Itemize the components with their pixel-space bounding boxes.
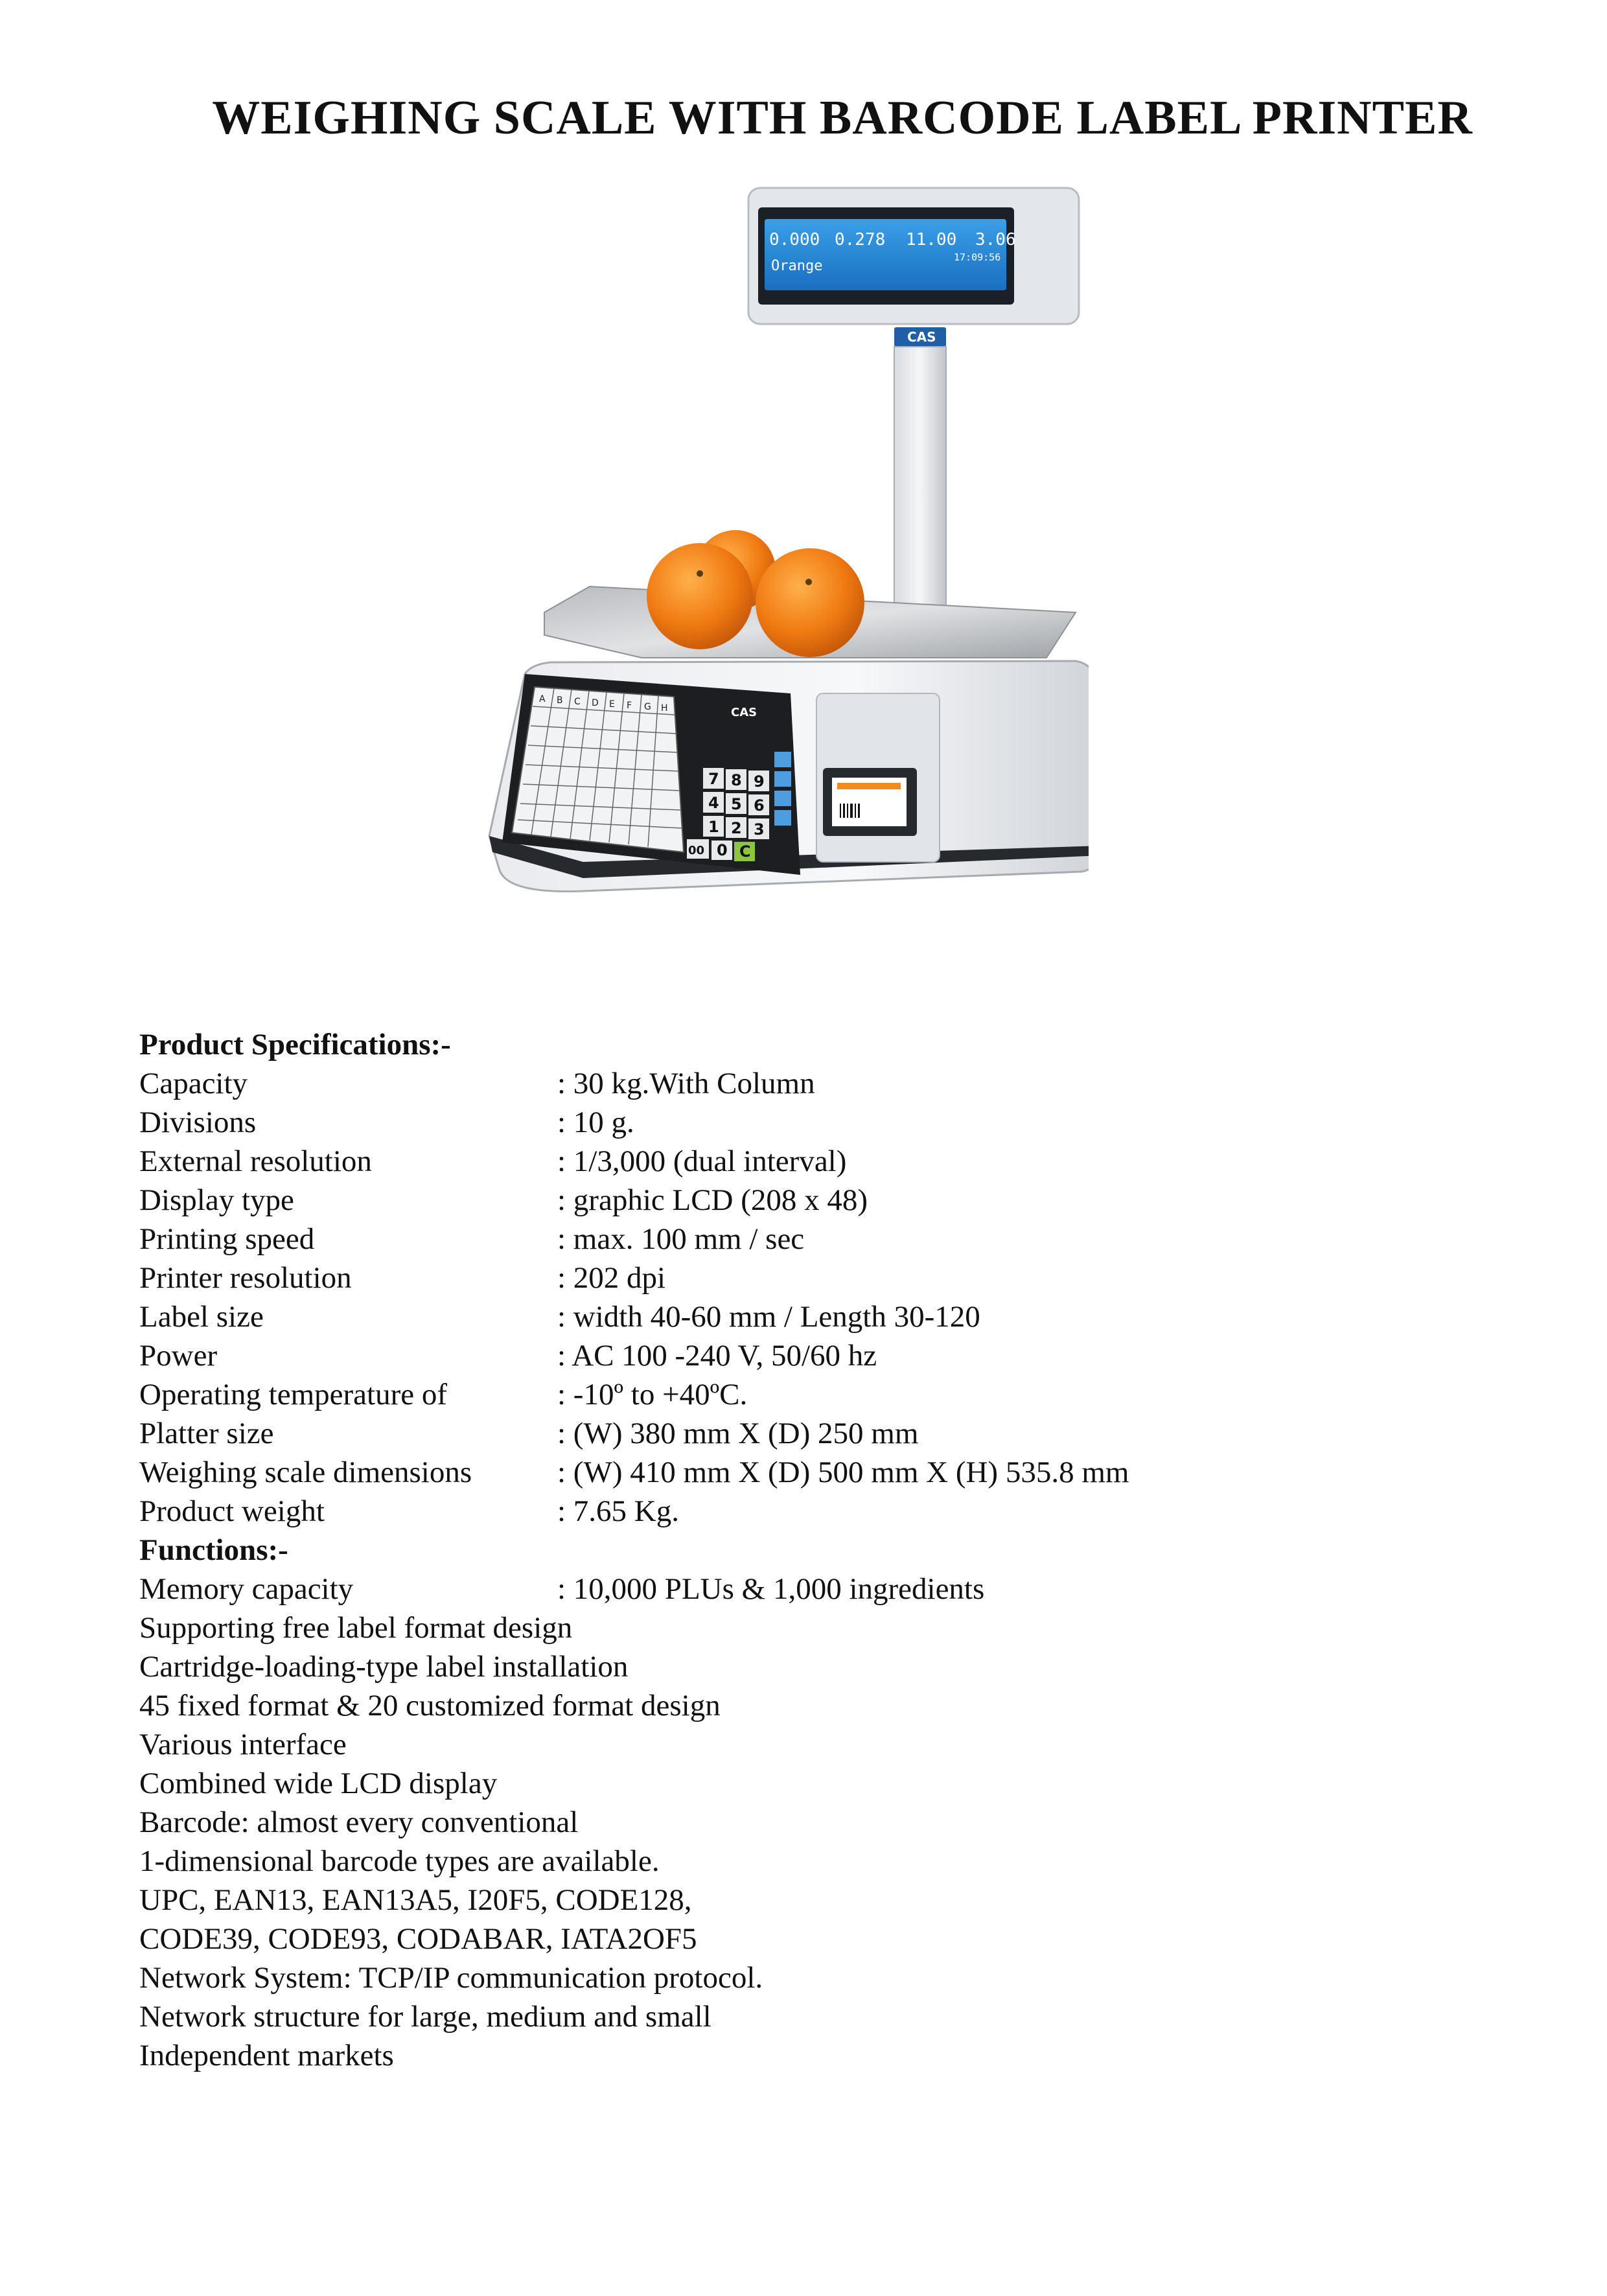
keypad-panel xyxy=(502,674,800,875)
spec-row xyxy=(139,1414,1500,1453)
spec-row xyxy=(139,1375,1500,1414)
svg-text:D: D xyxy=(592,698,599,708)
spec-value: : AC 100 -240 V, 50/60 hz xyxy=(557,1339,877,1373)
brand-logo-display: CAS xyxy=(907,329,936,345)
svg-text:F: F xyxy=(627,701,632,711)
spec-value: : 10,000 PLUs & 1,000 ingredients xyxy=(557,1572,985,1606)
product-photo xyxy=(428,181,1089,972)
spec-label: Printer resolution xyxy=(139,1261,352,1295)
spec-row xyxy=(139,1220,1500,1258)
svg-text:4: 4 xyxy=(708,794,719,812)
lcd-readout-2: 0.278 xyxy=(835,230,886,249)
spec-value: : 1/3,000 (dual interval) xyxy=(557,1144,847,1178)
svg-text:6: 6 xyxy=(754,796,765,815)
functions-list xyxy=(139,1608,1500,2075)
spec-row xyxy=(139,1453,1500,1492)
brand-logo-keypad: CAS xyxy=(731,706,757,719)
spec-label: Power xyxy=(139,1339,218,1373)
lcd-readout-4: 3.06 xyxy=(975,230,1016,249)
function-line: Various interface xyxy=(139,1728,347,1761)
function-line: Barcode: almost every conventional xyxy=(139,1805,579,1839)
spec-value: : max. 100 mm / sec xyxy=(557,1222,805,1256)
function-line: UPC, EAN13, EAN13A5, I20F5, CODE128, xyxy=(139,1883,692,1917)
svg-text:2: 2 xyxy=(731,819,742,837)
spec-value: : 7.65 Kg. xyxy=(557,1494,679,1528)
svg-text:5: 5 xyxy=(731,795,742,813)
svg-text:0: 0 xyxy=(717,841,728,859)
function-line: CODE39, CODE93, CODABAR, IATA2OF5 xyxy=(139,1922,697,1956)
spec-value: : width 40-60 mm / Length 30-120 xyxy=(557,1300,980,1334)
specs-heading: Product Specifications:- xyxy=(139,1028,451,1061)
function-line: Network structure for large, medium and small xyxy=(139,2000,711,2034)
spec-value: : (W) 380 mm X (D) 250 mm xyxy=(557,1417,919,1450)
pole xyxy=(894,347,946,645)
spec-label: Divisions xyxy=(139,1106,257,1139)
svg-text:C: C xyxy=(739,842,751,861)
function-line: Cartridge-loading-type label installation xyxy=(139,1650,629,1684)
svg-text:A: A xyxy=(539,694,546,704)
spec-label: Weighing scale dimensions xyxy=(139,1455,472,1489)
spec-row xyxy=(139,1142,1500,1181)
function-line: Combined wide LCD display xyxy=(139,1767,498,1800)
spec-row xyxy=(139,1492,1500,1531)
function-line: 1-dimensional barcode types are available. xyxy=(139,1844,660,1878)
spec-label: External resolution xyxy=(139,1144,372,1178)
spec-label: Operating temperature of xyxy=(139,1378,448,1411)
specifications xyxy=(139,1025,1500,2075)
function-line: Network System: TCP/IP communication protocol. xyxy=(139,1961,763,1995)
svg-text:H: H xyxy=(661,703,668,713)
spec-label: Label size xyxy=(139,1300,264,1334)
svg-text:8: 8 xyxy=(731,771,742,789)
functions-heading: Functions:- xyxy=(139,1533,288,1567)
lcd-item-name: Orange xyxy=(771,258,823,274)
memory-capacity-row xyxy=(139,1570,1500,1608)
spec-value: : graphic LCD (208 x 48) xyxy=(557,1183,868,1217)
pole-display xyxy=(748,188,1079,347)
svg-text:C: C xyxy=(574,697,581,707)
spec-label: Product weight xyxy=(139,1494,325,1528)
spec-value: : 30 kg.With Column xyxy=(557,1067,815,1100)
lcd-readout-1: 0.000 xyxy=(769,230,820,249)
svg-text:G: G xyxy=(644,702,651,712)
function-line: 45 fixed format & 20 customized format design xyxy=(139,1689,721,1722)
label-printer xyxy=(816,693,940,862)
svg-text:B: B xyxy=(557,695,563,706)
spec-label: Platter size xyxy=(139,1417,274,1450)
spec-label: Display type xyxy=(139,1183,294,1217)
spec-label: Printing speed xyxy=(139,1222,315,1256)
svg-text:3: 3 xyxy=(754,820,765,839)
svg-text:00: 00 xyxy=(688,844,705,857)
spec-list xyxy=(139,1064,1500,1531)
svg-text:1: 1 xyxy=(708,818,719,836)
spec-label: Capacity xyxy=(139,1067,248,1100)
spec-row xyxy=(139,1336,1500,1375)
spec-row xyxy=(139,1297,1500,1336)
svg-text:9: 9 xyxy=(754,772,765,791)
spec-label: Memory capacity xyxy=(139,1572,354,1606)
function-line: Independent markets xyxy=(139,2039,394,2072)
spec-row xyxy=(139,1064,1500,1103)
page-title: WEIGHING SCALE WITH BARCODE LABEL PRINTER xyxy=(212,91,1473,145)
lcd-time: 17:09:56 xyxy=(954,251,1001,263)
spec-row xyxy=(139,1258,1500,1297)
function-line: Supporting free label format design xyxy=(139,1611,573,1645)
spec-value: : -10º to +40ºC. xyxy=(557,1378,748,1411)
spec-value: : (W) 410 mm X (D) 500 mm X (H) 535.8 mm xyxy=(557,1455,1129,1489)
svg-text:7: 7 xyxy=(708,770,719,788)
lcd-readout-3: 11.00 xyxy=(906,230,957,249)
spec-row xyxy=(139,1181,1500,1220)
spec-row xyxy=(139,1103,1500,1142)
spec-value: : 10 g. xyxy=(557,1106,634,1139)
spec-value: : 202 dpi xyxy=(557,1261,666,1295)
svg-text:E: E xyxy=(609,699,615,710)
